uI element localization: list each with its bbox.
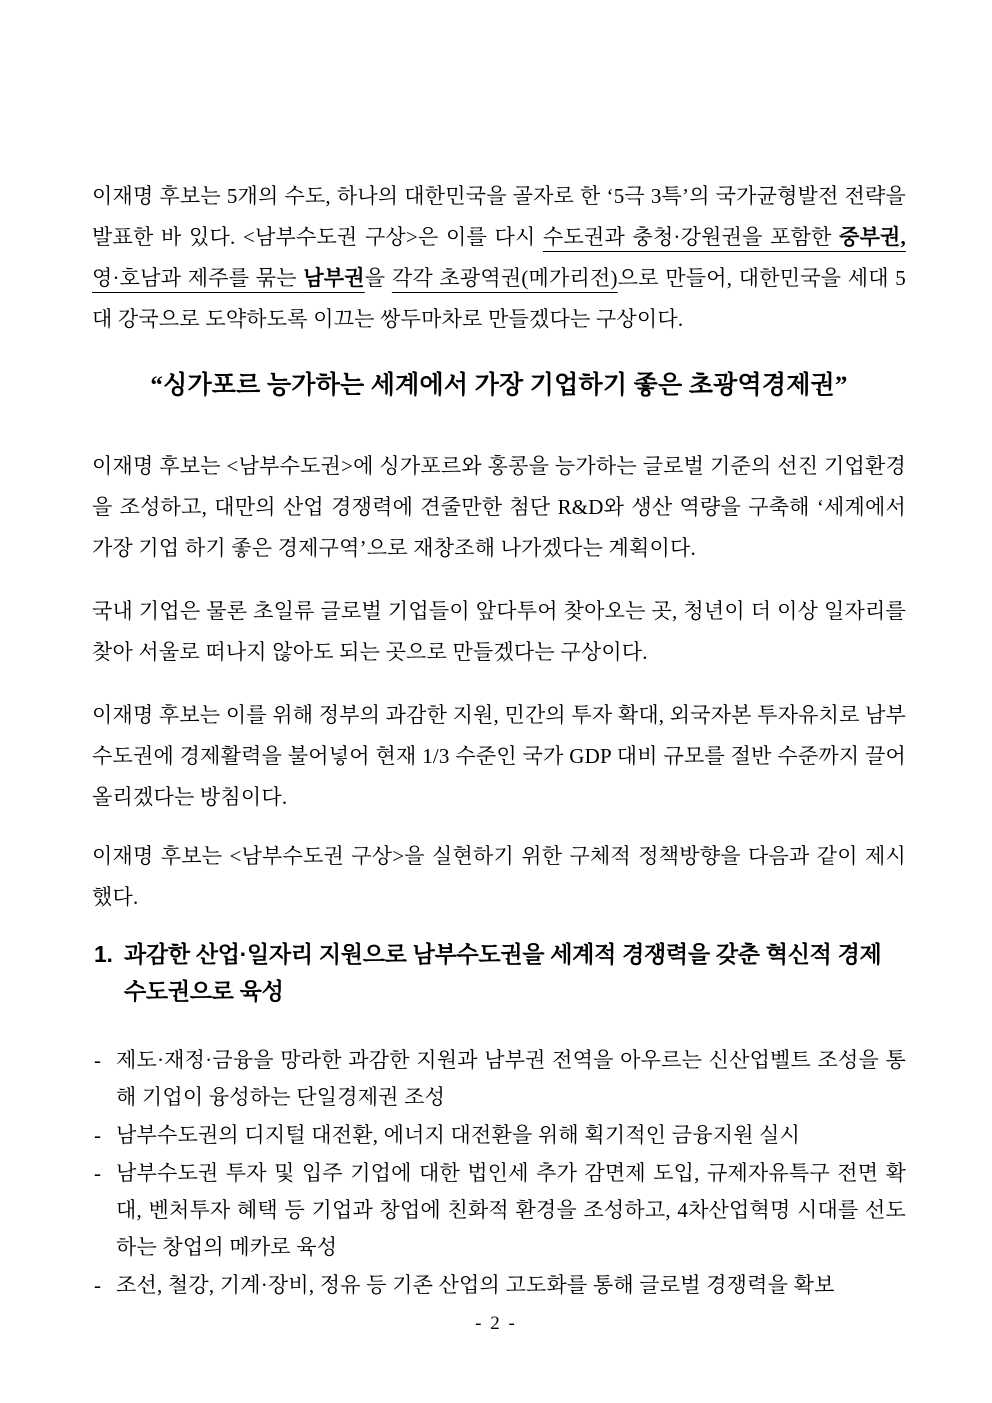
bullet-text: 제도·재정·금융을 망라한 과감한 지원과 남부권 전역을 아우르는 신산업벨트 조성을 통해 기업이 융성하는 단일경제권 조성 bbox=[116, 1048, 906, 1109]
dash-marker: - bbox=[94, 1123, 102, 1147]
intro-text-mid: 을 bbox=[364, 266, 392, 290]
quote-heading: “싱가포르 능가하는 세계에서 가장 기업하기 좋은 초광역경제권” bbox=[150, 372, 848, 399]
bullet-list bbox=[92, 1042, 906, 1304]
bullet-item-tax-incentives bbox=[94, 1155, 906, 1266]
section-1-title: 과감한 산업·일자리 지원으로 남부수도권을 세계적 경쟁력을 갖춘 혁신적 경제 수도권으로 육성 bbox=[124, 941, 882, 1004]
bullet-item-financial-support bbox=[94, 1117, 906, 1154]
underlined-phrase-megaregion: 각각 초광역권(메가리전) bbox=[391, 266, 618, 290]
bullet-text: 조선, 철강, 기계·장비, 정유 등 기존 산업의 고도화를 통해 글로벌 경쟁력을 확보 bbox=[116, 1273, 835, 1297]
bullet-item-single-economy bbox=[94, 1042, 906, 1116]
bullet-item-industry-upgrade bbox=[94, 1267, 906, 1304]
intro-text: 이재명 후보는 5개의 수도, 하나의 대한민국을 골자로 한 ‘5극 3특’의 국가균형발전 전략을 발표한 바 있다. <남부수도권 구상>은 이를 다시 bbox=[92, 184, 906, 249]
underlined-phrase-southern-region: 영·호남과 제주를 묶는 bbox=[92, 266, 304, 290]
paragraph-intro bbox=[92, 176, 906, 340]
paragraph-policy-directions: 이재명 후보는 <남부수도권 구상>을 실현하기 위한 구체적 정책방향을 다음과 같이 제시했다. bbox=[92, 844, 906, 909]
section-1-heading bbox=[94, 936, 906, 1010]
intro-text-end: 으로 만들어, 대한민국을 세대 5대 강국으로 도약하도록 이끄는 쌍두마차로 만들겠다는 구상이다. bbox=[92, 266, 906, 331]
paragraph-gdp-goal: 이재명 후보는 이를 위해 정부의 과감한 지원, 민간의 투자 확대, 외국자본 투자유치로 남부 수도권에 경제활력을 불어넣어 현재 1/3 수준인 국가 GDP 대비 규모를 절반 수준까지 끌어올리겠다는 방침이다. bbox=[92, 703, 906, 809]
paragraph-business-environment: 이재명 후보는 <남부수도권>에 싱가포르와 홍콩을 능가하는 글로벌 기준의 선진 기업환경을 조성하고, 대만의 산업 경쟁력에 견줄만한 첨단 R&D와 생산 역량을 구축해 ‘세계에서 가장 기업 하기 좋은 경제구역’으로 재창조해 나가겠다는 계획이다. bbox=[92, 454, 906, 560]
bold-term-nambugwon: 남부권 bbox=[303, 266, 365, 290]
bold-term-jungbugwon: 중부권, bbox=[839, 225, 906, 249]
dash-marker: - bbox=[94, 1273, 102, 1297]
section-1-number: 1. bbox=[94, 941, 113, 967]
bullet-text: 남부수도권 투자 및 입주 기업에 대한 법인세 추가 감면제 도입, 규제자유특구 전면 확대, 벤처투자 혜택 등 기업과 창업에 친화적 환경을 조성하고, 4차산업혁명 시대를 선도하는 창업의 메카로 육성 bbox=[116, 1161, 906, 1259]
paragraph-global-companies: 국내 기업은 물론 초일류 글로벌 기업들이 앞다투어 찾아오는 곳, 청년이 더 이상 일자리를 찾아 서울로 떠나지 않아도 되는 곳으로 만들겠다는 구상이다. bbox=[92, 599, 906, 664]
underlined-phrase-central-region: 수도권과 충청·강원권을 포함한 bbox=[542, 225, 840, 249]
dash-marker: - bbox=[94, 1048, 102, 1072]
page-number: - 2 - bbox=[475, 1313, 517, 1334]
bullet-text: 남부수도권의 디지털 대전환, 에너지 대전환을 위해 획기적인 금융지원 실시 bbox=[116, 1123, 801, 1147]
dash-marker: - bbox=[94, 1161, 102, 1185]
